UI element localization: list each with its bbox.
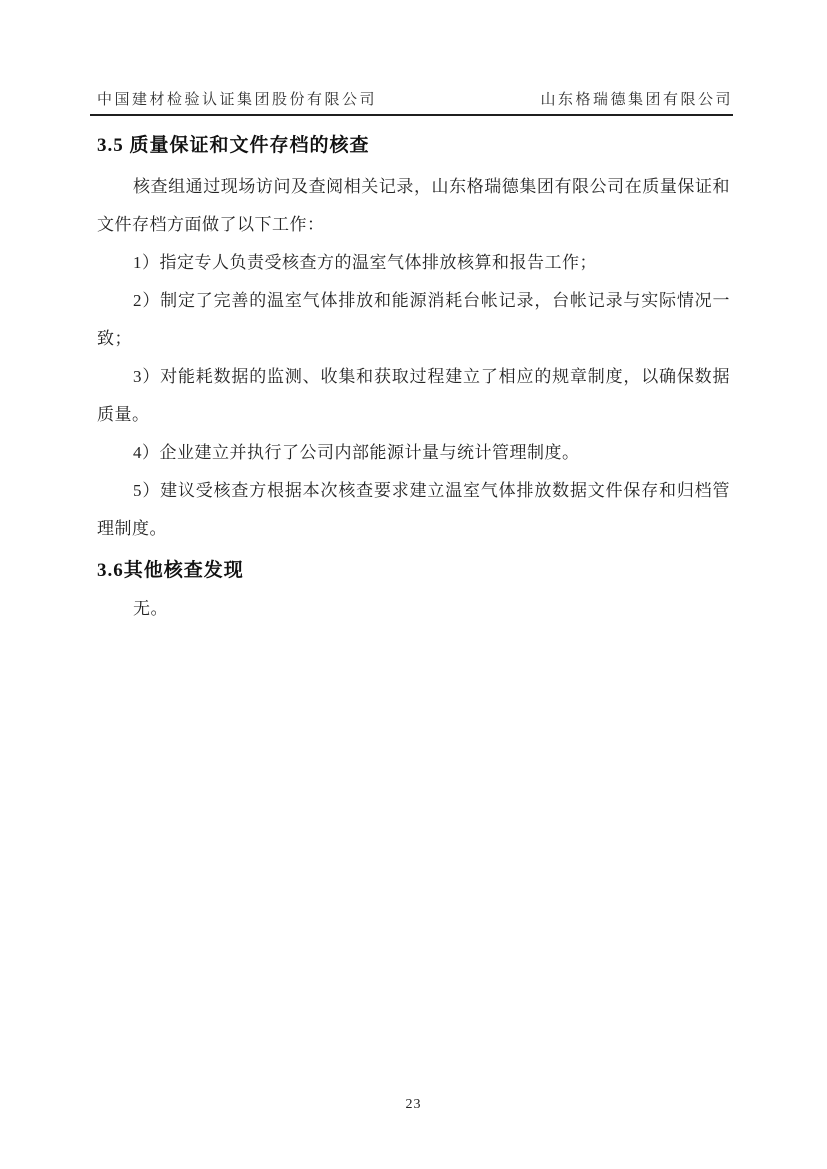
section-3-5-list-item-1: 1）指定专人负责受核查方的温室气体排放核算和报告工作；	[133, 253, 597, 272]
section-3-5-list-item-3: 3）对能耗数据的监测、收集和获取过程建立了相应的规章制度，以确保数据质量。	[97, 367, 730, 424]
page-footer	[0, 1095, 827, 1113]
section-3-6-body-paragraph: 无。	[133, 599, 168, 618]
page-number: 23	[405, 1097, 422, 1112]
section-3-5-intro-paragraph: 核查组通过现场访问及查阅相关记录，山东格瑞德集团有限公司在质量保证和文件存档方面做了以下工作：	[97, 177, 730, 234]
section-3-5-heading: 3.5 质量保证和文件存档的核查	[97, 135, 370, 156]
header-right-company: 山东格瑞德集团有限公司	[540, 92, 733, 108]
header-left-company: 中国建材检验认证集团股份有限公司	[97, 92, 378, 108]
section-3-5-list-item-5: 5）建议受核查方根据本次核查要求建立温室气体排放数据文件保存和归档管理制度。	[97, 481, 730, 538]
section-3-5-list-item-2: 2）制定了完善的温室气体排放和能源消耗台帐记录，台帐记录与实际情况一致；	[97, 291, 730, 348]
document-body	[97, 132, 730, 628]
page-header	[90, 88, 733, 116]
section-3-5-list-item-4: 4）企业建立并执行了公司内部能源计量与统计管理制度。	[133, 443, 580, 462]
section-3-6-heading: 3.6其他核查发现	[97, 560, 244, 581]
